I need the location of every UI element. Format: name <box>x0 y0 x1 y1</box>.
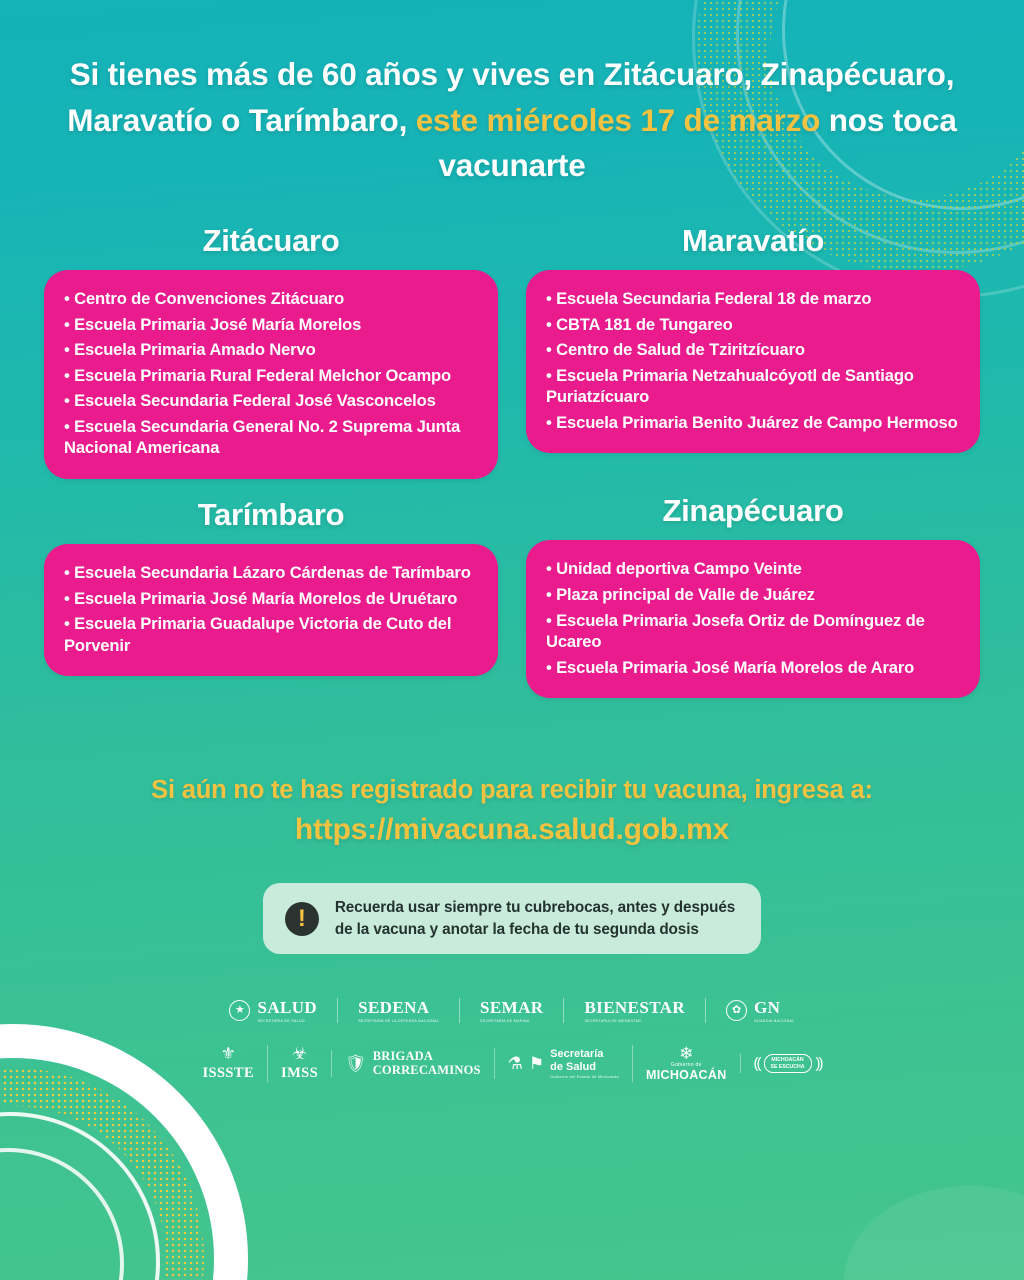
eagle-seal-icon: ★ <box>229 1000 250 1021</box>
list-item: • Escuela Primaria José María Morelos de Uruétaro <box>64 588 478 610</box>
city-block-zinapecuaro <box>526 493 980 698</box>
logo-semar <box>459 998 563 1023</box>
headline-part2: nos toca vacunarte <box>438 101 957 184</box>
headline-accent-date: este miércoles 17 de marzo <box>415 101 821 138</box>
city-block-maravatio <box>526 223 980 453</box>
list-item: • Plaza principal de Valle de Juárez <box>546 584 960 606</box>
logo-gn-name: GN <box>754 998 781 1018</box>
left-column-spacer <box>44 479 498 497</box>
logo-sedena-name: SEDENA <box>358 998 430 1018</box>
sound-wave-left-icon: (( <box>753 1055 760 1073</box>
list-item: • Escuela Primaria José María Morelos <box>64 314 478 336</box>
federal-logo-row <box>0 998 1024 1023</box>
list-item: • Escuela Secundaria Federal 18 de marzo <box>546 288 960 310</box>
imss-emblem-icon: ☣ <box>291 1044 308 1064</box>
exclamation-icon: ! <box>285 902 319 936</box>
city-block-zitacuaro <box>44 223 498 479</box>
bottom-left-ring-inner <box>0 1148 124 1280</box>
site-card-maravatio <box>526 270 980 453</box>
logo-gobierno-michoacan <box>632 1045 739 1082</box>
site-list-maravatio <box>546 288 960 433</box>
guardia-seal-icon: ✿ <box>726 1000 747 1021</box>
list-item: • Escuela Primaria Josefa Ortiz de Domínguez de Ucareo <box>546 610 960 653</box>
headline <box>58 52 966 189</box>
list-item: • Escuela Primaria Netzahualcóyotl de Santiago Puriatzícuaro <box>546 365 960 408</box>
michoacan-leaf-icon: ❄ <box>679 1044 694 1064</box>
gobierno-michoacan-name: MICHOACÁN <box>646 1068 727 1083</box>
registration-cta <box>40 776 984 847</box>
reminder-wrap <box>0 883 1024 954</box>
reminder-text <box>335 897 735 940</box>
logo-gn-sub: GUARDIA NACIONAL <box>754 1019 795 1024</box>
logo-sedena <box>337 998 459 1023</box>
list-item: • Escuela Secundaria Federal José Vasconcelos <box>64 390 478 412</box>
logo-issste-name: ISSSTE <box>202 1065 255 1082</box>
salud-state-line-2: de Salud <box>550 1060 596 1073</box>
roadrunner-shield-icon: 🛡 <box>345 1054 367 1074</box>
site-list-zitacuaro <box>64 288 478 459</box>
bottom-right-blob <box>844 1186 1024 1280</box>
city-title-tarimbaro: Tarímbaro <box>197 496 345 532</box>
logo-salud-name: SALUD <box>257 998 318 1018</box>
reminder-banner <box>263 883 761 954</box>
city-title-maravatio: Maravatío <box>681 223 825 259</box>
list-item: • Escuela Primaria Benito Juárez de Campo Hermoso <box>546 412 960 434</box>
logo-sedena-sub: SECRETARÍA DE LA DEFENSA NACIONAL <box>358 1019 440 1024</box>
logo-issste <box>189 1045 267 1082</box>
gobierno-top-label: Gobierno de <box>670 1062 702 1069</box>
logo-michoacan-se-escucha <box>740 1054 835 1073</box>
list-item: • Centro de Salud de Tziritzícuaro <box>546 339 960 361</box>
logo-imss <box>267 1045 331 1082</box>
list-item: • Escuela Primaria Guadalupe Victoria de Cuto del Porvenir <box>64 613 478 656</box>
salud-flag-icon: ⚑ <box>528 1054 545 1074</box>
cta-text: Si aún no te has registrado para recibir tu vacuna, ingresa a: <box>151 776 873 805</box>
site-card-zitacuaro <box>44 270 498 479</box>
site-list-zinapecuaro <box>546 558 960 678</box>
column-right <box>526 223 980 698</box>
list-item: • Unidad deportiva Campo Veinte <box>546 558 960 580</box>
logo-brigada-correcaminos <box>331 1050 494 1077</box>
logo-bienestar <box>563 998 705 1023</box>
city-title-zinapecuaro: Zinapécuaro <box>662 493 844 529</box>
city-title-zitacuaro: Zitácuaro <box>202 223 340 259</box>
logo-guardia-nacional <box>705 998 814 1023</box>
site-card-zinapecuaro <box>526 540 980 698</box>
list-item: • Escuela Primaria Rural Federal Melchor Ocampo <box>64 365 478 387</box>
escucha-line-2: SE ESCUCHA <box>770 1063 805 1070</box>
list-item: • Centro de Convenciones Zitácuaro <box>64 288 478 310</box>
logo-bienestar-name: BIENESTAR <box>584 998 686 1018</box>
logo-semar-sub: SECRETARÍA DE MARINA <box>480 1019 530 1024</box>
list-item: • CBTA 181 de Tungareo <box>546 314 960 336</box>
city-block-tarimbaro <box>44 497 498 676</box>
list-item: • Escuela Primaria Amado Nervo <box>64 339 478 361</box>
city-columns <box>44 223 980 698</box>
bottom-left-halftone-arc <box>0 1068 204 1280</box>
brigada-line-1: BRIGADA <box>372 1049 434 1064</box>
salud-state-line-1: Secretaría <box>550 1048 604 1061</box>
michoacan-crest-icon: ⚗ <box>507 1054 523 1074</box>
site-card-tarimbaro <box>44 544 498 676</box>
headline-part1: Si tienes más de 60 años y vives en Zitácuaro, Zinapécuaro, Maravatío o Tarímbaro, <box>67 56 955 138</box>
logo-salud-sub: SECRETARÍA DE SALUD <box>257 1019 305 1024</box>
right-column-spacer <box>526 453 980 493</box>
bottom-left-ring-outer <box>0 1112 160 1280</box>
logo-bienestar-sub: SECRETARÍA DE BIENESTAR <box>584 1019 642 1024</box>
reminder-line-2: de la vacuna y anotar la fecha de tu segunda dosis <box>334 920 699 938</box>
list-item: • Escuela Secundaria Lázaro Cárdenas de Tarímbaro <box>64 562 478 584</box>
site-list-tarimbaro <box>64 562 478 656</box>
logo-salud <box>209 998 337 1023</box>
logo-semar-name: SEMAR <box>480 998 544 1018</box>
column-left <box>44 223 498 698</box>
brigada-line-2: CORRECAMINOS <box>372 1062 481 1077</box>
logo-secretaria-salud-michoacan <box>494 1048 632 1079</box>
registration-url[interactable]: https://mivacuna.salud.gob.mx <box>294 813 730 847</box>
logo-imss-name: IMSS <box>281 1065 319 1082</box>
state-logo-row <box>0 1045 1024 1082</box>
list-item: • Escuela Primaria José María Morelos de Araro <box>546 657 960 679</box>
issste-emblem-icon: ⚜ <box>220 1044 236 1064</box>
reminder-line-1: Recuerda usar siempre tu cubrebocas, antes y después <box>334 899 736 917</box>
escucha-line-1: MICHOACÁN <box>771 1057 804 1064</box>
sound-wave-right-icon: )) <box>815 1055 822 1073</box>
list-item: • Escuela Secundaria General No. 2 Suprema Junta Nacional Americana <box>64 416 478 459</box>
salud-state-sub: Gobierno del Estado de Michoacán <box>550 1073 620 1079</box>
